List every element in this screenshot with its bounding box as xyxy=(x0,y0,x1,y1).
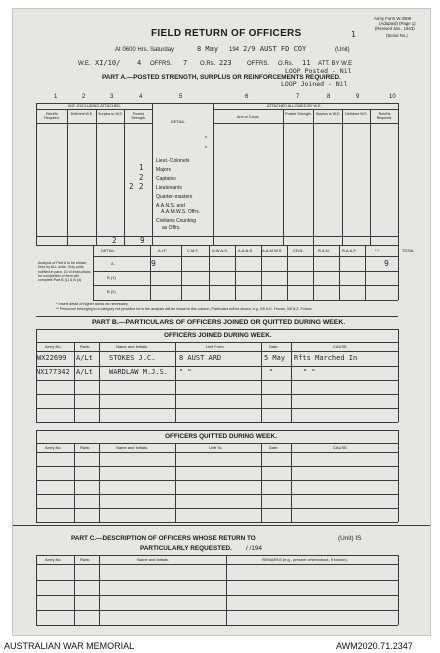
ors-value: 223 xyxy=(219,59,232,67)
footnote: ** Personnel belonging to a category not provided for in the analysis will be shown in this column. Particulars will be shown, e.g. 2/8 U.K. Forces; 3/8 N.Z. Forces. xyxy=(56,307,313,311)
form-title: FIELD RETURN OF OFFICERS xyxy=(151,28,302,39)
serial-value: 1 xyxy=(351,30,356,39)
offrs2-label: OFFRS. xyxy=(247,61,269,67)
offrs-value: 7 xyxy=(183,59,188,67)
date-typed: 8 May xyxy=(197,45,219,53)
quitted-title: OFFICERS QUITTED DURING WEEK. xyxy=(165,433,277,440)
col-number: 2 xyxy=(82,94,86,100)
rank-label: A.A.N.S. and xyxy=(156,203,185,209)
analysis-col: R.A.N. xyxy=(318,248,330,253)
ors2-value: 11 xyxy=(302,59,311,67)
serial-label: (Serial No.) xyxy=(386,33,408,38)
col-number: 8 xyxy=(327,94,331,100)
part-c-header: Rank. xyxy=(80,557,91,562)
quitted-header: CAUSE. xyxy=(333,445,348,450)
joined-header: Name and Initials. xyxy=(116,344,149,349)
joined-date: " xyxy=(269,368,274,376)
quitted-header: Name and Initials. xyxy=(116,445,149,450)
footer-accession-number: AWM2020.71.2347 xyxy=(336,641,413,651)
posted-value: 2 xyxy=(139,173,144,182)
year-label: 194 xyxy=(229,47,240,53)
rank-label: Lieutenants xyxy=(156,185,182,191)
analysis-col: A.I.F. xyxy=(158,248,168,253)
att-allowed-header: ATTACHED ALLOWED BY W.E. xyxy=(267,104,322,108)
rank-label: Lieut.-Colonels xyxy=(156,158,190,164)
analysis-col: A.A.M.W.S. xyxy=(262,248,283,253)
posted-value: 1 xyxy=(139,163,144,172)
joined-unit-from: " " xyxy=(179,368,192,376)
col-number: 1 xyxy=(54,94,58,100)
part-c-line-2: PARTICULARLY REQUESTED. xyxy=(140,545,232,552)
analysis-total-value: 9 xyxy=(384,259,389,268)
analysis-note: Analysis of Part A to be shown here by ALL units. Only units notified in para. 10 of instructions for completion of form will complete Part B (1) & B (4). xyxy=(38,261,91,283)
we-label: W.E. xyxy=(78,61,91,67)
analysis-detail-label: DETAIL xyxy=(101,248,115,253)
analysis-col: CIVIL. xyxy=(293,248,305,253)
col-number: 7 xyxy=(296,94,300,100)
offrs-label: OFFRS. xyxy=(150,61,172,67)
joined-army-no: NX177342 xyxy=(36,368,70,376)
form-sheet: Army Form W.3008 (Adapted) (Page 1) (Revised Jan., 1943) 1 (Serial No.) FIELD RETURN OF OFFICERS At 0600 Hrs. Saturday 8 May 194 2/9 AUST FD COY (Unit) W.E. XI/10/ 4 OFFRS. 7 O.Rs. 223 OFFRS. O.Rs. 11 ATT. BY W.E LOOP Posted - Nil LOOP Joined - Nil PART A.—POSTED STRENGTH, SURPLUS OR REINFORCEMENTS REQUIRED. 1 2 3 4 5 6 7 8 9 10 W.E. EXCLUDING ATTACHED. ATTACHED ALLOWED BY W.E. Reinf'ts Required. Deficient W.E. Surplus to W.E. Posted Strength. DETAIL. Arm or Corps. Posted Strength. Surplus to W.E. Deficient W.E. Reinf'ts Required. * * Lieut.-Colonels Majors Captains Lieutenants Quarter-masters A.A.N.S. and A.A.M.W.S. Offrs. Civilians Counting as Offrs. 2 1 2 2 2 9 Analysis of Part A to be shown here by ALL units. Only units notified in para. 10 of instructions for completion of form will complete Part B (1) & B (4). DETAIL A.I.F. C.M.F. A.W.A.S. A.A.N.S. A.A.M.W.S. CIVIL. R.A.N. R.A.A.F. * * TOTAL A. B (1) B (2) 9 9 * Insert detail of higher ranks as necessary. ** Personnel belonging to a category not provided for in the analysis will be shown in this column. Particulars will be shown, e.g. 2/8 U.K. Forces; 3/8 N.Z. Forces. PART B.—PARTICULARS OF OFFICERS JOINED OR QUITTED DURING WEEK. OFFICERS JOINED DURING WEEK. Army No. Rank. Name and Initials. Unit From. Date. CAUSE. WX22699 A/Lt STOKES J.C. 8 AUST ARD 5 May Rfts Marched In NX177342 A/Lt WARDLAW M.J.S. " " " " " OFFICERS QUITTED DURING WEEK. Army No. Rank. Name and Initials. Unit To. Date. CAUSE. PART C.—DESCRIPTION OF OFFICERS WHOSE RETURN TO (Unit) IS PARTICULARLY REQUESTED. / /194 Army No. Rank. Name and Initials. REMARKS (e.g., present whereabout, if known). xyxy=(12,8,431,636)
col-surplus-att: Surplus to W.E. xyxy=(315,112,341,116)
rank-label: Captains xyxy=(156,176,176,182)
joined-army-no: WX22699 xyxy=(37,354,67,362)
col-reinf-att: Reinf'ts Required. xyxy=(376,112,393,120)
analysis-col: A.A.N.S. xyxy=(238,248,254,253)
analysis-col: A.W.A.S. xyxy=(212,248,229,253)
col-deficient-we: Deficient W.E. xyxy=(70,112,94,116)
col-posted-strength-att: Posted Strength. xyxy=(285,112,312,116)
form-number: Army Form W.3008 xyxy=(374,16,412,21)
col-number: 6 xyxy=(245,94,249,100)
joined-rank: A/Lt xyxy=(76,368,93,376)
joined-title: OFFICERS JOINED DURING WEEK. xyxy=(164,332,272,339)
we-value-2: 4 xyxy=(137,59,142,67)
rank-label: Majors xyxy=(156,167,172,173)
form-adapted: (Adapted) (Page 1) xyxy=(379,21,416,26)
quitted-header: Date. xyxy=(269,445,279,450)
analysis-row: A. xyxy=(111,261,115,266)
joined-date: 5 May xyxy=(264,354,286,362)
ors-label: O.Rs. xyxy=(200,61,216,67)
analysis-col: TOTAL xyxy=(402,248,415,253)
part-b-title: PART B.—PARTICULARS OF OFFICERS JOINED OR QUITTED DURING WEEK. xyxy=(92,319,346,326)
form-revised: (Revised Jan., 1943) xyxy=(375,26,415,31)
we-excl-header: W.E. EXCLUDING ATTACHED. xyxy=(68,104,122,108)
col-reinf-required: Reinf'ts Required. xyxy=(44,112,60,120)
joined-header: Rank. xyxy=(80,344,91,349)
stamp-line-2: LOOP Joined - Nil xyxy=(281,80,348,88)
part-c-date: / /194 xyxy=(246,545,262,552)
detail-header: DETAIL. xyxy=(171,119,186,124)
total-surplus: 2 xyxy=(112,236,117,245)
rank-label: A.A.M.W.S. Offrs. xyxy=(161,209,201,215)
we-value: XI/10/ xyxy=(95,59,121,67)
stamp-line-1: LOOP Posted - Nil xyxy=(285,67,352,75)
rank-label: Quarter-masters xyxy=(156,194,193,200)
col-surplus-we: Surplus to W.E. xyxy=(98,112,123,116)
analysis-col: * * xyxy=(375,248,380,253)
part-c-header: Army No. xyxy=(45,557,62,562)
analysis-row: B (1) xyxy=(107,275,116,280)
col-number: 5 xyxy=(179,94,183,100)
part-c-header: Name and Initials. xyxy=(137,557,170,562)
joined-header: Date. xyxy=(269,344,279,349)
part-c-line-1: PART C.—DESCRIPTION OF OFFICERS WHOSE RETURN TO xyxy=(71,535,256,542)
col-number: 3 xyxy=(110,94,114,100)
joined-header: Army No. xyxy=(45,344,62,349)
quitted-header: Army No. xyxy=(45,445,62,450)
total-posted: 9 xyxy=(140,236,145,245)
footer-institution: AUSTRALIAN WAR MEMORIAL xyxy=(4,641,135,651)
part-c-header: REMARKS (e.g., present whereabout, if known). xyxy=(262,557,348,562)
posted-value: 2 xyxy=(139,182,144,191)
rank-label: Civilians Counting xyxy=(156,218,197,224)
part-c-unit-is: (Unit) IS xyxy=(338,535,362,542)
unit-label: (Unit) xyxy=(335,47,350,53)
col-number: 9 xyxy=(356,94,360,100)
analysis-col: C.M.F. xyxy=(187,248,199,253)
analysis-aif-value: 9 xyxy=(151,259,156,268)
analysis-row: B (2) xyxy=(107,289,116,294)
col-arm-corps: Arm or Corps. xyxy=(237,115,260,119)
col-number: 10 xyxy=(389,94,396,100)
joined-cause: " " xyxy=(303,368,316,376)
unit-typed: 2/9 AUST FD COY xyxy=(243,45,307,53)
joined-unit-from: 8 AUST ARD xyxy=(179,354,222,362)
col-number: 4 xyxy=(139,94,143,100)
analysis-col: R.A.A.F. xyxy=(342,248,357,253)
joined-header: CAUSE. xyxy=(333,344,348,349)
time-label: At 0600 Hrs. Saturday xyxy=(115,47,175,53)
surplus-value: 2 xyxy=(129,182,134,191)
col-posted-strength: Posted Strength. xyxy=(131,112,146,120)
joined-name: STOKES J.C. xyxy=(109,354,156,362)
part-a-title: PART A.—POSTED STRENGTH, SURPLUS OR REINFORCEMENTS REQUIRED. xyxy=(102,74,341,81)
footnote: * Insert detail of higher ranks as necessary. xyxy=(56,302,129,306)
quitted-header: Unit To. xyxy=(209,445,223,450)
joined-cause: Rfts Marched In xyxy=(294,354,358,362)
joined-rank: A/Lt xyxy=(76,354,93,362)
joined-name: WARDLAW M.J.S. xyxy=(109,368,169,376)
joined-header: Unit From. xyxy=(206,344,225,349)
ors2-label: O.Rs. xyxy=(278,61,294,67)
rank-label: as Offrs. xyxy=(162,225,181,231)
col-deficient-att: Deficient W.E. xyxy=(345,112,368,116)
att-label: ATT. BY W.E xyxy=(318,61,353,67)
quitted-header: Rank. xyxy=(80,445,91,450)
